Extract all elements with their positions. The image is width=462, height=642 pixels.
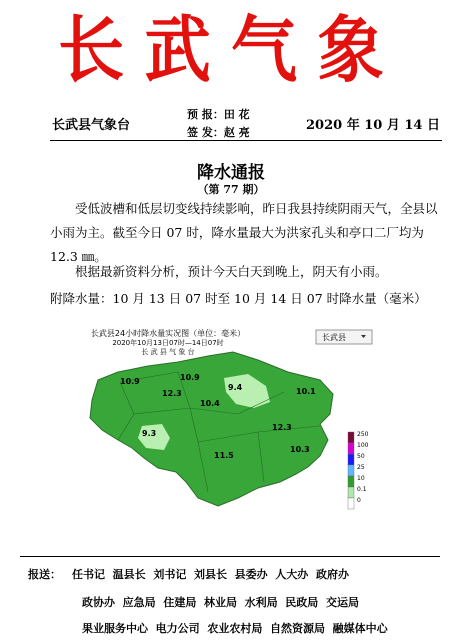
distribution-line-3: 果业服务中心 电力公司 农业农村局 自然资源局 融媒体中心 xyxy=(82,622,388,635)
legend-label: 0.1 xyxy=(357,486,367,493)
notice-title: 降水通报 xyxy=(197,163,265,183)
map-canvas xyxy=(58,322,378,518)
distribution-line-2: 政协办 应急局 住建局 林业局 水利局 民政局 交运局 xyxy=(82,596,359,609)
issuer-line xyxy=(187,124,250,140)
distribution-line-1: 任书记 温县长 刘书记 刘县长 县委办 人大办 政府办 xyxy=(72,568,349,581)
legend-swatch xyxy=(348,487,354,498)
legend-swatch xyxy=(348,443,354,454)
legend-swatch xyxy=(348,465,354,476)
legend-label: 50 xyxy=(357,453,365,460)
map-dropdown[interactable] xyxy=(316,330,372,344)
station-value: 10.4 xyxy=(200,399,220,408)
station-value: 10.1 xyxy=(296,387,316,396)
map-source: 长 武 县 气 象 台 xyxy=(141,348,195,356)
paragraph-forecast: 根据最新资料分析，预计今天白天到晚上，阴天有小雨。 xyxy=(75,264,388,279)
legend-label: 0 xyxy=(357,497,361,504)
distribution-label: 报送： xyxy=(28,568,61,581)
station-value: 12.3 xyxy=(162,389,182,398)
issue-date: 2020 年 10 月 14 日 xyxy=(306,118,440,133)
legend-label: 10 xyxy=(357,475,365,482)
legend-label: 25 xyxy=(357,464,365,471)
legend-label: 250 xyxy=(357,431,369,438)
issuer-label: 签 发： xyxy=(187,126,224,139)
legend-swatch xyxy=(348,498,354,509)
map-dropdown-value: 长武县 xyxy=(322,333,346,342)
station-value: 9.4 xyxy=(228,383,243,392)
issue-number: （第 77 期） xyxy=(197,183,265,196)
masthead-title: 长武气象 xyxy=(58,7,404,92)
map-title: 长武县24小时降水量实况图（单位：毫米） xyxy=(90,329,246,338)
paragraph-situation: 受低波槽和低层切变线持续影响，昨日我县持续阴雨天气，全县以小雨为主。截至今日 07 时，降水量最大为洪家孔头和亭口二厂均为 12.3 ㎜。 xyxy=(50,201,438,264)
station-value: 11.5 xyxy=(214,451,234,460)
preparer-label: 预 报： xyxy=(187,108,224,121)
preparer-line xyxy=(187,106,250,122)
map-period: 2020年10月13日07时—14日07时 xyxy=(112,339,224,347)
station-value: 10.9 xyxy=(180,373,200,382)
station-value: 12.3 xyxy=(272,423,292,432)
header-divider xyxy=(50,140,442,141)
legend-swatch xyxy=(348,454,354,465)
paragraph-attachment: 附降水量：10 月 13 日 07 时至 10 月 14 日 07 时降水量（毫米） xyxy=(50,291,427,306)
preparer-name: 田 花 xyxy=(223,108,250,121)
station-value: 10.9 xyxy=(120,377,140,386)
legend-label: 100 xyxy=(357,442,369,449)
precipitation-map xyxy=(58,322,378,518)
station-value: 10.3 xyxy=(290,445,310,454)
org-name: 长武县气象台 xyxy=(52,118,131,133)
station-value: 9.3 xyxy=(142,429,157,438)
issuer-name: 赵 亮 xyxy=(223,126,250,139)
legend-swatch xyxy=(348,476,354,487)
footer-divider xyxy=(20,556,440,557)
legend-swatch xyxy=(348,432,354,443)
